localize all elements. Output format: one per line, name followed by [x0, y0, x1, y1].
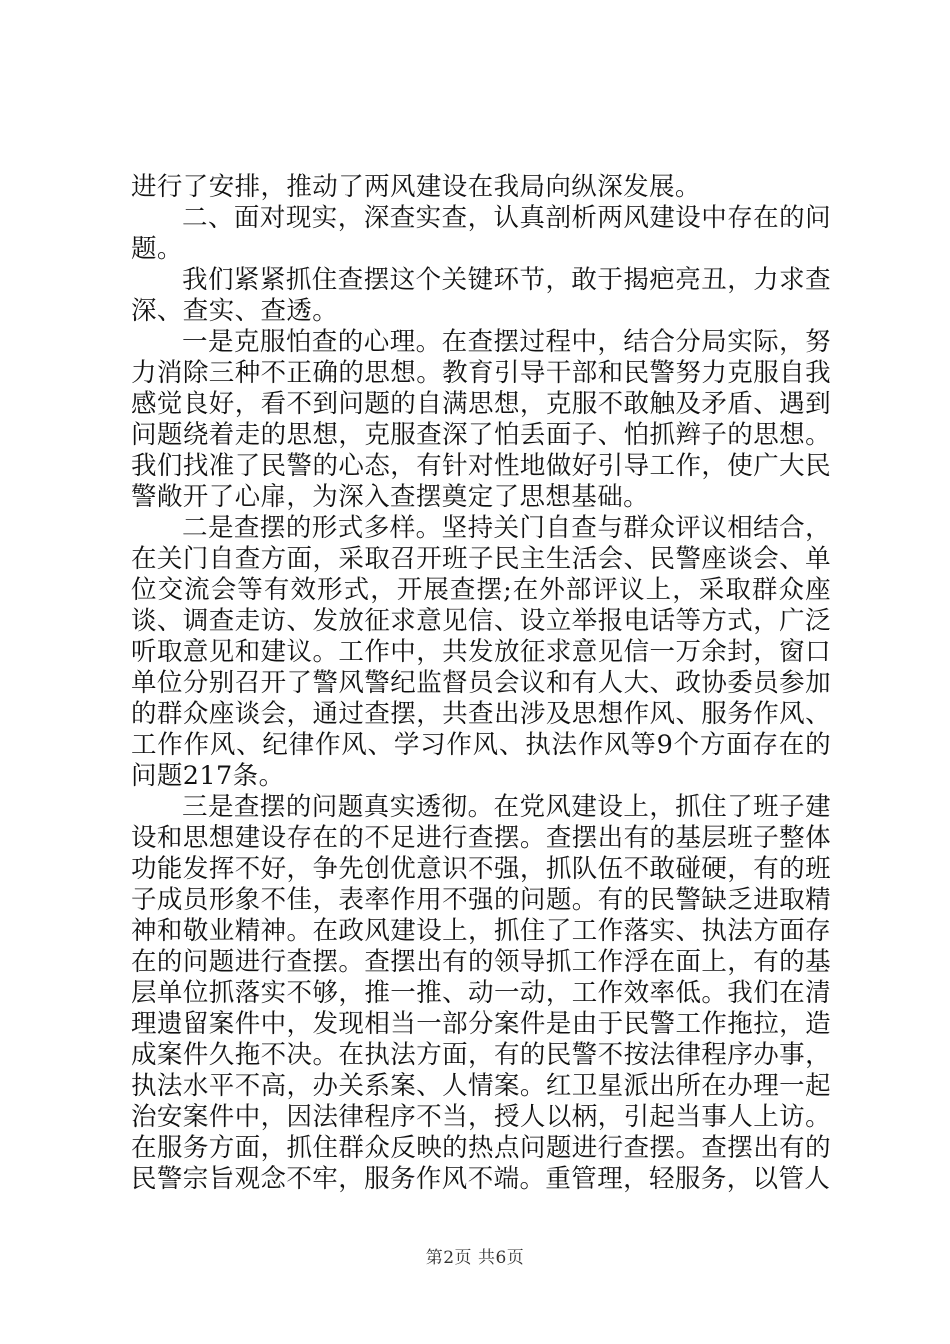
paragraph-intro: 我们紧紧抓住查摆这个关键环节，敢于揭疤亮丑，力求查深、查实、查透。	[131, 265, 831, 326]
section-heading: 二、面对现实，深查实查，认真剖析两风建设中存在的问题。	[131, 203, 831, 264]
paragraph-point-two: 二是查摆的形式多样。坚持关门自查与群众评议相结合，在关门自查方面，采取召开班子民主生活会、民警座谈会、单位交流会等有效形式，开展查摆;在外部评议上，采取群众座谈、调查走访、发放征求意见信、设立举报电话等方式，广泛听取意见和建议。工作中，共发放征求意见信一万余封，窗口单位分别召开了警风警纪监督员会议和有人大、政协委员参加的群众座谈会，通过查摆，共查出涉及思想作风、服务作风、工作作风、纪律作风、学习作风、执法作风等9个方面存在的问题217条。	[131, 513, 831, 791]
paragraph-point-three: 三是查摆的问题真实透彻。在党风建设上，抓住了班子建设和思想建设存在的不足进行查摆。查摆出有的基层班子整体功能发挥不好，争先创优意识不强，抓队伍不敢碰硬，有的班子成员形象不佳，表率作用不强的问题。有的民警缺乏进取精神和敬业精神。在政风建设上，抓住了工作落实、执法方面存在的问题进行查摆。查摆出有的领导抓工作浮在面上，有的基层单位抓落实不够，推一推、动一动，工作效率低。我们在清理遗留案件中，发现相当一部分案件是由于民警工作拖拉，造成案件久拖不决。在执法方面，有的民警不按法律程序办事，执法水平不高，办关系案、人情案。红卫星派出所在办理一起治安案件中，因法律程序不当，授人以柄，引起当事人上访。在服务方面，抓住群众反映的热点问题进行查摆。查摆出有的民警宗旨观念不牢，服务作风不端。重管理，轻服务，以管人	[131, 792, 831, 1194]
paragraph-point-one: 一是克服怕查的心理。在查摆过程中，结合分局实际，努力消除三种不正确的思想。教育引导干部和民警努力克服自我感觉良好，看不到问题的自满思想，克服不敢触及矛盾、遇到问题绕着走的思想，克服查深了怕丢面子、怕抓辫子的思想。我们找准了民警的心态，有针对性地做好引导工作，使广大民警敞开了心扉，为深入查摆奠定了思想基础。	[131, 327, 831, 512]
document-body	[131, 172, 831, 1195]
paragraph-continuation: 进行了安排，推动了两风建设在我局向纵深发展。	[131, 172, 701, 202]
page-number-footer: 第2页 共6页	[425, 1248, 525, 1268]
